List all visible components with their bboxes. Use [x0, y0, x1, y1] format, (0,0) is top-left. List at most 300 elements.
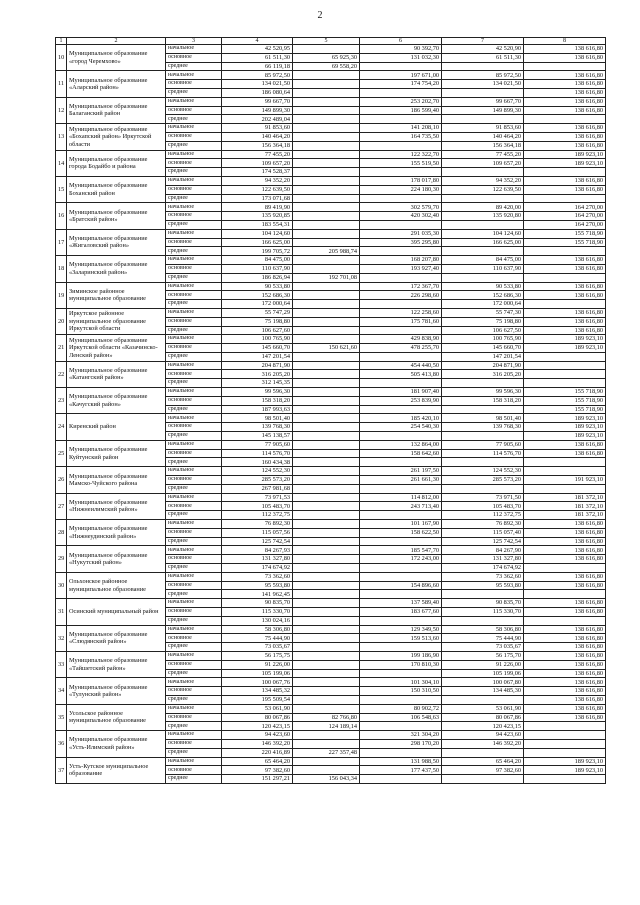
value-cell: 76 892,30	[222, 520, 293, 529]
education-level: среднее	[166, 273, 222, 282]
value-cell: 185 547,70	[360, 546, 442, 555]
municipality-name: Зиминское районное муниципальное образование	[67, 282, 166, 308]
education-level: начальное	[166, 599, 222, 608]
value-cell: 138 616,80	[524, 71, 606, 80]
value-cell: 139 768,30	[442, 423, 524, 432]
education-level: среднее	[166, 194, 222, 203]
value-cell: 189 923,10	[524, 159, 606, 168]
value-cell	[293, 476, 360, 485]
value-cell	[293, 229, 360, 238]
value-cell: 100 067,80	[442, 678, 524, 687]
value-cell: 138 616,80	[524, 581, 606, 590]
value-cell: 227 357,48	[293, 748, 360, 757]
table-row	[56, 651, 606, 660]
value-cell: 104 124,60	[442, 229, 524, 238]
education-level: среднее	[166, 458, 222, 467]
value-cell: 172 000,64	[222, 300, 293, 309]
table-row	[56, 414, 606, 423]
value-cell	[293, 388, 360, 397]
education-level: основное	[166, 106, 222, 115]
education-level: среднее	[166, 537, 222, 546]
row-number: 25	[56, 440, 67, 466]
value-cell: 204 871,90	[442, 361, 524, 370]
value-cell: 138 616,80	[524, 53, 606, 62]
value-cell: 109 657,20	[442, 159, 524, 168]
value-cell: 152 686,30	[222, 291, 293, 300]
value-cell	[524, 467, 606, 476]
value-cell	[293, 256, 360, 265]
value-cell	[293, 467, 360, 476]
value-cell: 125 742,54	[442, 537, 524, 546]
value-cell: 124 552,30	[222, 467, 293, 476]
row-number: 28	[56, 520, 67, 546]
value-cell: 254 540,30	[360, 423, 442, 432]
education-level: основное	[166, 80, 222, 89]
value-cell: 170 810,30	[360, 660, 442, 669]
value-cell: 149 899,30	[442, 106, 524, 115]
value-cell	[524, 616, 606, 625]
value-cell: 75 198,80	[442, 317, 524, 326]
education-level: среднее	[166, 247, 222, 256]
education-level: среднее	[166, 115, 222, 124]
education-level: основное	[166, 317, 222, 326]
value-cell	[293, 71, 360, 80]
data-table	[55, 37, 606, 784]
row-number: 11	[56, 71, 67, 97]
value-cell	[360, 722, 442, 731]
education-level: начальное	[166, 493, 222, 502]
value-cell	[360, 273, 442, 282]
value-cell	[293, 335, 360, 344]
row-number: 24	[56, 414, 67, 440]
row-number: 10	[56, 45, 67, 71]
row-number: 13	[56, 124, 67, 150]
municipality-name: Муниципальное образование «город Черемхово»	[67, 45, 166, 71]
value-cell: 261 197,50	[360, 467, 442, 476]
value-cell: 141 208,10	[360, 124, 442, 133]
value-cell	[442, 115, 524, 124]
table-row	[56, 467, 606, 476]
value-cell: 174 674,92	[222, 564, 293, 573]
value-cell: 155 718,90	[524, 396, 606, 405]
value-cell: 109 657,20	[222, 159, 293, 168]
education-level: начальное	[166, 467, 222, 476]
table-row	[56, 678, 606, 687]
municipality-name: Иркутское районное муниципальное образование Иркутской области	[67, 308, 166, 334]
value-cell	[293, 396, 360, 405]
value-cell	[442, 775, 524, 784]
column-header: 7	[442, 38, 524, 45]
municipality-name: Усольское районное муниципальное образование	[67, 704, 166, 730]
value-cell	[293, 194, 360, 203]
value-cell	[293, 432, 360, 441]
value-cell	[293, 520, 360, 529]
value-cell: 478 255,70	[360, 344, 442, 353]
table-row	[56, 546, 606, 555]
value-cell: 131 032,30	[360, 53, 442, 62]
value-cell	[293, 124, 360, 133]
row-number: 17	[56, 229, 67, 255]
row-number: 34	[56, 678, 67, 704]
education-level: среднее	[166, 511, 222, 520]
value-cell: 73 362,60	[222, 572, 293, 581]
value-cell: 226 298,60	[360, 291, 442, 300]
education-level: среднее	[166, 141, 222, 150]
value-cell: 138 616,80	[524, 713, 606, 722]
value-cell: 147 201,54	[222, 352, 293, 361]
education-level: основное	[166, 238, 222, 247]
value-cell: 138 616,80	[524, 669, 606, 678]
value-cell	[442, 379, 524, 388]
value-cell: 140 464,20	[442, 132, 524, 141]
education-level: среднее	[166, 695, 222, 704]
table-row	[56, 229, 606, 238]
education-level: начальное	[166, 97, 222, 106]
value-cell: 224 180,30	[360, 185, 442, 194]
education-level: основное	[166, 555, 222, 564]
value-cell: 56 175,75	[222, 651, 293, 660]
value-cell: 138 616,80	[524, 141, 606, 150]
value-cell	[442, 405, 524, 414]
value-cell: 189 923,10	[524, 757, 606, 766]
value-cell: 115 330,70	[442, 608, 524, 617]
municipality-name: Осинский муниципальный район	[67, 599, 166, 625]
value-cell: 145 660,70	[222, 344, 293, 353]
value-cell: 150 621,60	[293, 344, 360, 353]
value-cell: 138 616,80	[524, 634, 606, 643]
value-cell: 84 475,00	[442, 256, 524, 265]
value-cell: 120 423,15	[222, 722, 293, 731]
value-cell: 189 923,10	[524, 150, 606, 159]
table-row	[56, 124, 606, 133]
education-level: начальное	[166, 731, 222, 740]
value-cell: 90 533,80	[222, 282, 293, 291]
municipality-name: Муниципальное образование «Усть-Илимский район»	[67, 731, 166, 757]
value-cell: 114 576,70	[442, 449, 524, 458]
value-cell: 138 616,80	[524, 449, 606, 458]
column-header: 2	[67, 38, 166, 45]
value-cell: 112 372,75	[442, 511, 524, 520]
value-cell: 91 226,00	[442, 660, 524, 669]
education-level: начальное	[166, 203, 222, 212]
education-level: основное	[166, 159, 222, 168]
value-cell: 134 485,30	[442, 687, 524, 696]
education-level: начальное	[166, 678, 222, 687]
value-cell: 134 021,50	[442, 80, 524, 89]
row-number: 21	[56, 335, 67, 361]
page-number: 2	[317, 10, 323, 21]
value-cell: 183 554,31	[222, 220, 293, 229]
value-cell: 135 920,80	[442, 212, 524, 221]
table-row	[56, 97, 606, 106]
value-cell: 137 589,40	[360, 599, 442, 608]
row-number: 31	[56, 599, 67, 625]
education-level: основное	[166, 634, 222, 643]
value-cell	[360, 564, 442, 573]
education-level: основное	[166, 608, 222, 617]
value-cell: 155 718,90	[524, 229, 606, 238]
value-cell: 99 596,30	[222, 388, 293, 397]
value-cell	[293, 405, 360, 414]
value-cell: 73 971,50	[442, 493, 524, 502]
value-cell: 131 327,80	[222, 555, 293, 564]
value-cell	[293, 414, 360, 423]
row-number: 29	[56, 546, 67, 572]
education-level: начальное	[166, 572, 222, 581]
value-cell	[360, 511, 442, 520]
table-row	[56, 572, 606, 581]
value-cell: 138 616,80	[524, 291, 606, 300]
value-cell	[293, 651, 360, 660]
value-cell: 321 304,20	[360, 731, 442, 740]
education-level: среднее	[166, 590, 222, 599]
value-cell: 220 416,89	[222, 748, 293, 757]
education-level: основное	[166, 53, 222, 62]
value-cell: 164 270,00	[524, 203, 606, 212]
value-cell: 191 923,10	[524, 476, 606, 485]
value-cell	[293, 88, 360, 97]
value-cell: 69 558,20	[293, 62, 360, 71]
row-number: 35	[56, 704, 67, 730]
table-row	[56, 150, 606, 159]
row-number: 37	[56, 757, 67, 783]
value-cell: 95 593,80	[222, 581, 293, 590]
value-cell: 73 035,67	[222, 643, 293, 652]
table-row	[56, 256, 606, 265]
value-cell: 189 923,10	[524, 335, 606, 344]
value-cell: 155 718,90	[524, 238, 606, 247]
value-cell: 91 226,00	[222, 660, 293, 669]
value-cell	[360, 62, 442, 71]
value-cell	[442, 695, 524, 704]
value-cell	[293, 599, 360, 608]
education-level: среднее	[166, 300, 222, 309]
municipality-name: Муниципальное образование «Тайшетский район»	[67, 651, 166, 677]
value-cell: 152 686,30	[442, 291, 524, 300]
value-cell: 199 705,72	[222, 247, 293, 256]
value-cell: 285 573,20	[222, 476, 293, 485]
education-level: среднее	[166, 775, 222, 784]
value-cell: 99 667,70	[222, 97, 293, 106]
municipality-name: Муниципальное образование «Нижнеудинский район»	[67, 520, 166, 546]
row-number: 18	[56, 256, 67, 282]
value-cell: 77 455,20	[222, 150, 293, 159]
value-cell	[293, 757, 360, 766]
value-cell: 138 616,80	[524, 687, 606, 696]
education-level: основное	[166, 185, 222, 194]
row-number: 22	[56, 361, 67, 387]
value-cell: 75 444,90	[222, 634, 293, 643]
value-cell: 106 548,63	[360, 713, 442, 722]
value-cell: 291 035,30	[360, 229, 442, 238]
value-cell: 138 616,80	[524, 124, 606, 133]
value-cell: 58 306,80	[222, 625, 293, 634]
value-cell: 105 199,06	[442, 669, 524, 678]
value-cell: 77 455,20	[442, 150, 524, 159]
value-cell	[293, 264, 360, 273]
value-cell: 105 483,70	[222, 502, 293, 511]
value-cell: 138 616,80	[524, 555, 606, 564]
value-cell: 164 270,00	[524, 220, 606, 229]
value-cell: 155 718,90	[524, 388, 606, 397]
value-cell: 189 923,10	[524, 414, 606, 423]
municipality-name: Муниципальное образование Мамско-Чуйского района	[67, 467, 166, 493]
value-cell	[524, 273, 606, 282]
municipality-name: Муниципальное образование «Аларский район»	[67, 71, 166, 97]
value-cell: 138 616,80	[524, 308, 606, 317]
value-cell: 112 372,75	[222, 511, 293, 520]
value-cell	[442, 62, 524, 71]
municipality-name: Муниципальное образование «Тулунский район»	[67, 678, 166, 704]
value-cell: 138 616,80	[524, 599, 606, 608]
value-cell: 77 905,60	[442, 440, 524, 449]
row-number: 20	[56, 308, 67, 334]
value-cell: 138 616,80	[524, 546, 606, 555]
value-cell: 76 892,30	[442, 520, 524, 529]
row-number: 23	[56, 388, 67, 414]
value-cell: 95 593,80	[442, 581, 524, 590]
value-cell: 42 520,90	[442, 45, 524, 54]
value-cell: 193 927,40	[360, 264, 442, 273]
value-cell	[360, 220, 442, 229]
value-cell	[360, 458, 442, 467]
value-cell	[293, 731, 360, 740]
value-cell: 183 677,60	[360, 608, 442, 617]
value-cell: 243 713,40	[360, 502, 442, 511]
municipality-name: Муниципальное образование Куйтунский район	[67, 440, 166, 466]
value-cell: 172 367,70	[360, 282, 442, 291]
value-cell	[360, 590, 442, 599]
value-cell	[524, 247, 606, 256]
value-cell: 94 352,20	[222, 176, 293, 185]
value-cell	[293, 185, 360, 194]
value-cell	[293, 555, 360, 564]
value-cell: 155 519,50	[360, 159, 442, 168]
value-cell: 91 853,60	[222, 124, 293, 133]
table-row	[56, 335, 606, 344]
education-level: основное	[166, 449, 222, 458]
value-cell: 138 616,80	[524, 282, 606, 291]
value-cell	[360, 300, 442, 309]
value-cell: 122 258,60	[360, 308, 442, 317]
value-cell	[293, 220, 360, 229]
value-cell: 174 754,20	[360, 80, 442, 89]
column-header: 8	[524, 38, 606, 45]
table-row	[56, 361, 606, 370]
value-cell: 115 057,56	[222, 528, 293, 537]
value-cell: 90 533,80	[442, 282, 524, 291]
value-cell: 65 925,30	[293, 53, 360, 62]
municipality-name: Муниципальное образование «Катангский район»	[67, 361, 166, 387]
value-cell	[524, 564, 606, 573]
row-number: 27	[56, 493, 67, 519]
education-level: основное	[166, 581, 222, 590]
value-cell: 189 923,10	[524, 344, 606, 353]
table-row	[56, 71, 606, 80]
value-cell: 189 923,10	[524, 766, 606, 775]
value-cell: 110 637,90	[442, 264, 524, 273]
education-level: среднее	[166, 643, 222, 652]
value-cell	[442, 88, 524, 97]
value-cell: 158 642,60	[360, 449, 442, 458]
value-cell: 420 302,40	[360, 212, 442, 221]
row-number: 32	[56, 625, 67, 651]
value-cell: 151 297,21	[222, 775, 293, 784]
value-cell: 159 513,60	[360, 634, 442, 643]
value-cell: 114 576,70	[222, 449, 293, 458]
value-cell	[293, 449, 360, 458]
value-cell: 138 616,80	[524, 88, 606, 97]
value-cell: 195 509,54	[222, 695, 293, 704]
value-cell: 77 905,60	[222, 440, 293, 449]
value-cell	[293, 572, 360, 581]
value-cell: 134 485,32	[222, 687, 293, 696]
value-cell	[360, 616, 442, 625]
table-row	[56, 388, 606, 397]
education-level: основное	[166, 132, 222, 141]
value-cell: 97 382,60	[222, 766, 293, 775]
education-level: среднее	[166, 669, 222, 678]
table-row	[56, 493, 606, 502]
table-row	[56, 203, 606, 212]
value-cell: 90 392,70	[360, 45, 442, 54]
value-cell	[360, 326, 442, 335]
value-cell: 253 839,90	[360, 396, 442, 405]
education-level: начальное	[166, 388, 222, 397]
value-cell: 124 552,30	[442, 467, 524, 476]
value-cell	[293, 168, 360, 177]
value-cell	[293, 687, 360, 696]
value-cell: 66 119,18	[222, 62, 293, 71]
education-level: начальное	[166, 256, 222, 265]
value-cell: 138 616,80	[524, 651, 606, 660]
value-cell: 130 024,16	[222, 616, 293, 625]
value-cell: 101 304,10	[360, 678, 442, 687]
municipality-name: Муниципальное образование «Нижнеилимский район»	[67, 493, 166, 519]
value-cell	[360, 88, 442, 97]
table-row	[56, 176, 606, 185]
value-cell	[360, 695, 442, 704]
education-level: начальное	[166, 757, 222, 766]
education-level: основное	[166, 370, 222, 379]
value-cell: 156 364,18	[222, 141, 293, 150]
value-cell: 100 765,90	[442, 335, 524, 344]
value-cell: 131 327,80	[442, 555, 524, 564]
row-number: 26	[56, 467, 67, 493]
table-row	[56, 757, 606, 766]
value-cell	[524, 379, 606, 388]
value-cell	[360, 168, 442, 177]
municipality-name: Киренский район	[67, 414, 166, 440]
value-cell	[360, 141, 442, 150]
value-cell	[293, 212, 360, 221]
value-cell: 158 622,50	[360, 528, 442, 537]
value-cell: 115 057,40	[442, 528, 524, 537]
value-cell	[442, 616, 524, 625]
value-cell	[360, 669, 442, 678]
value-cell	[293, 643, 360, 652]
value-cell	[360, 194, 442, 203]
value-cell: 99 667,70	[442, 97, 524, 106]
value-cell: 84 267,90	[442, 546, 524, 555]
value-cell: 42 520,95	[222, 45, 293, 54]
value-cell	[442, 273, 524, 282]
education-level: среднее	[166, 88, 222, 97]
value-cell: 94 423,60	[442, 731, 524, 740]
header-row	[56, 38, 606, 45]
value-cell: 138 616,80	[524, 256, 606, 265]
value-cell: 138 616,80	[524, 528, 606, 537]
